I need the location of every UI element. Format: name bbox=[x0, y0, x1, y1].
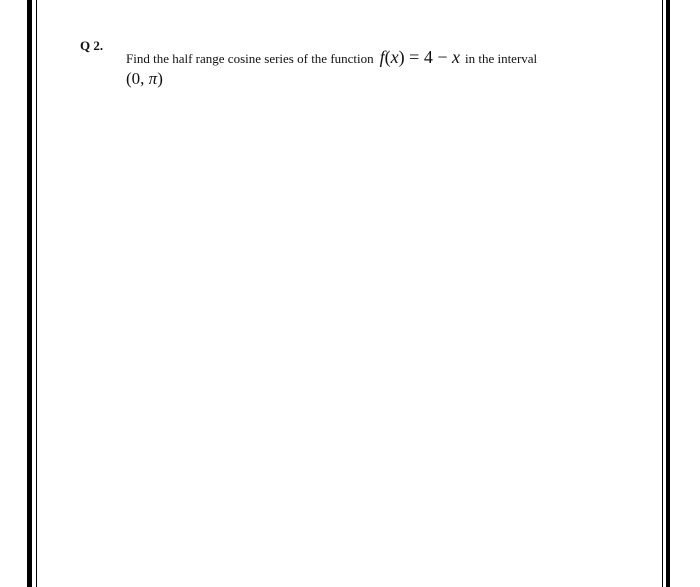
question-text-line bbox=[126, 47, 537, 68]
left-border-thin bbox=[36, 0, 37, 587]
function-open-paren: ( bbox=[384, 47, 391, 67]
function-variable: x bbox=[390, 47, 399, 67]
interval-expression bbox=[126, 69, 163, 89]
right-border-thin bbox=[662, 0, 663, 587]
pi-symbol: π bbox=[148, 69, 158, 88]
function-name: f bbox=[379, 47, 385, 67]
right-border-thick bbox=[666, 0, 670, 587]
question-text-before: Find the half range cosine series of the function bbox=[126, 51, 374, 66]
function-expression bbox=[380, 47, 460, 68]
function-rhs: ) = 4 − bbox=[398, 47, 452, 67]
interval-open: (0, bbox=[126, 69, 149, 88]
question-text-after: in the interval bbox=[464, 51, 538, 66]
question-number: Q 2. bbox=[80, 38, 104, 53]
left-border-thick bbox=[27, 0, 32, 587]
interval-close: ) bbox=[157, 69, 163, 88]
function-rhs-variable: x bbox=[451, 47, 460, 67]
